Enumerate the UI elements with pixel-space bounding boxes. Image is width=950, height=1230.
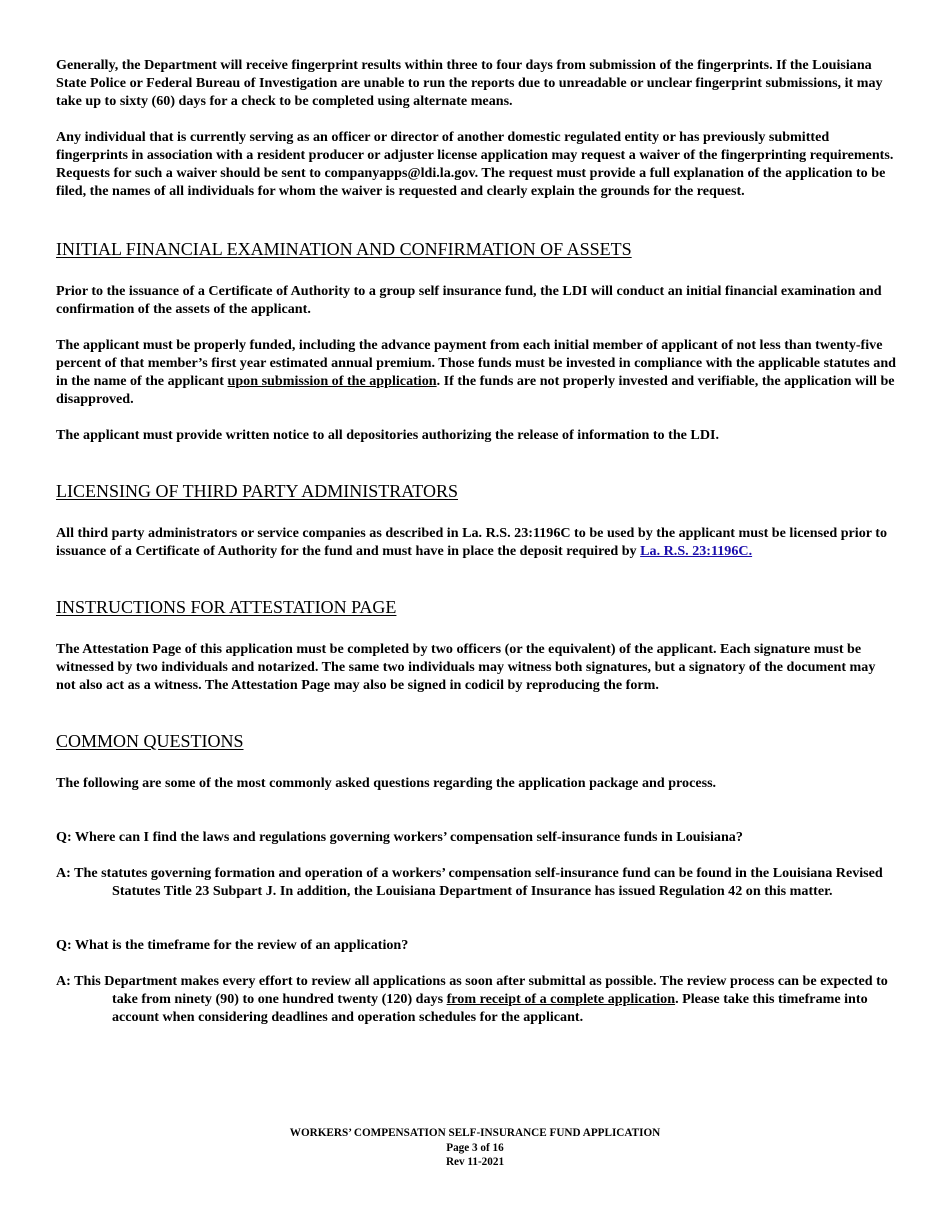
answer-2 <box>56 972 896 1026</box>
fingerprint-waiver-paragraph: Any individual that is currently serving as an officer or director of another domestic regulated entity or has previously submitted fingerprints in association with a resident producer or adjuster license application may request a waiver of the fingerprinting requirements. Requests for such a waiver should be sent to companyapps@ldi.la.gov. The request must provide a full explanation of the application to be filed, the names of all individuals for whom the waiver is requested and clearly explain the grounds for the request. <box>56 129 894 199</box>
tpa-paragraph <box>56 524 896 560</box>
common-questions-heading: COMMON QUESTIONS <box>56 731 244 751</box>
financial-exam-heading: INITIAL FINANCIAL EXAMINATION AND CONFIRMATION OF ASSETS <box>56 239 632 259</box>
financial-exam-paragraph-1: Prior to the issuance of a Certificate of Authority to a group self insurance fund, the LDI will conduct an initial financial examination and confirmation of the assets of the applicant. <box>56 283 882 317</box>
financial-exam-paragraph-2-text: The applicant must be properly funded, including the advance payment from each initial member of applicant of not less than twenty-five percent of that member’s first year estimated annual premium. Those funds must be invested in compliance with the applicable statutes and in the name of the applicant <box>56 337 897 389</box>
financial-exam-paragraph-2 <box>56 336 896 408</box>
fingerprint-results-paragraph: Generally, the Department will receive fingerprint results within three to four days from submission of the fingerprints. If the Louisiana State Police or Federal Bureau of Investigation are unable to run the reports due to unreadable or unclear fingerprint submissions, it may take up to sixty (60) days for a check to be completed using alternate means. <box>56 57 883 109</box>
answer-1: A: The statutes governing formation and operation of a workers’ compensation self-insurance fund can be found in the Louisiana Revised Statutes Title 23 Subpart J. In addition, the Louisiana Department of Insurance has issued Regulation 42 on this matter. <box>56 865 883 899</box>
question-1: Q: Where can I find the laws and regulations governing workers’ compensation self-insurance funds in Louisiana? <box>56 829 743 845</box>
document-body <box>56 56 896 1026</box>
tpa-paragraph-text: All third party administrators or service companies as described in La. R.S. 23:1196C to be used by the applicant must be licensed prior to issuance of a Certificate of Authority for the fund and must have in place the deposit required by <box>56 525 888 559</box>
attestation-paragraph: The Attestation Page of this application must be completed by two officers (or the equivalent) of the applicant. Each signature must be witnessed by two individuals and notarized. The same two individuals may witness both signatures, but a signatory of the document may not also act as a witness. The Attestation Page may also be signed in codicil by reproducing the form. <box>56 641 876 693</box>
attestation-heading: INSTRUCTIONS FOR ATTESTATION PAGE <box>56 597 397 617</box>
tpa-heading: LICENSING OF THIRD PARTY ADMINISTRATORS <box>56 481 458 501</box>
financial-exam-paragraph-3: The applicant must provide written notice to all depositories authorizing the release of information to the LDI. <box>56 427 720 443</box>
page-footer <box>0 1126 950 1170</box>
answer-2-end: . Please take this timeframe into account when considering deadlines and operation schedules for the applicant. <box>112 991 868 1025</box>
footer-title: WORKERS’ COMPENSATION SELF-INSURANCE FUND APPLICATION <box>289 1127 661 1139</box>
answer-2-text: A: This Department makes every effort to review all applications as soon after submittal as possible. The review process can be expected to take from ninety (90) to one hundred twenty (120) days <box>56 973 888 1007</box>
statute-link[interactable]: La. R.S. 23:1196C. <box>640 543 753 559</box>
submission-underline-text: upon submission of the application <box>227 373 437 389</box>
footer-page-number: Page 3 of 16 <box>446 1141 504 1154</box>
common-questions-intro: The following are some of the most commonly asked questions regarding the application package and process. <box>56 775 717 791</box>
question-2: Q: What is the timeframe for the review of an application? <box>56 937 409 953</box>
footer-revision: Rev 11-2021 <box>445 1156 505 1168</box>
complete-application-underline-text: from receipt of a complete application <box>446 991 676 1007</box>
financial-exam-paragraph-2-end: . If the funds are not properly invested and verifiable, the application will be disapproved. <box>56 373 895 407</box>
